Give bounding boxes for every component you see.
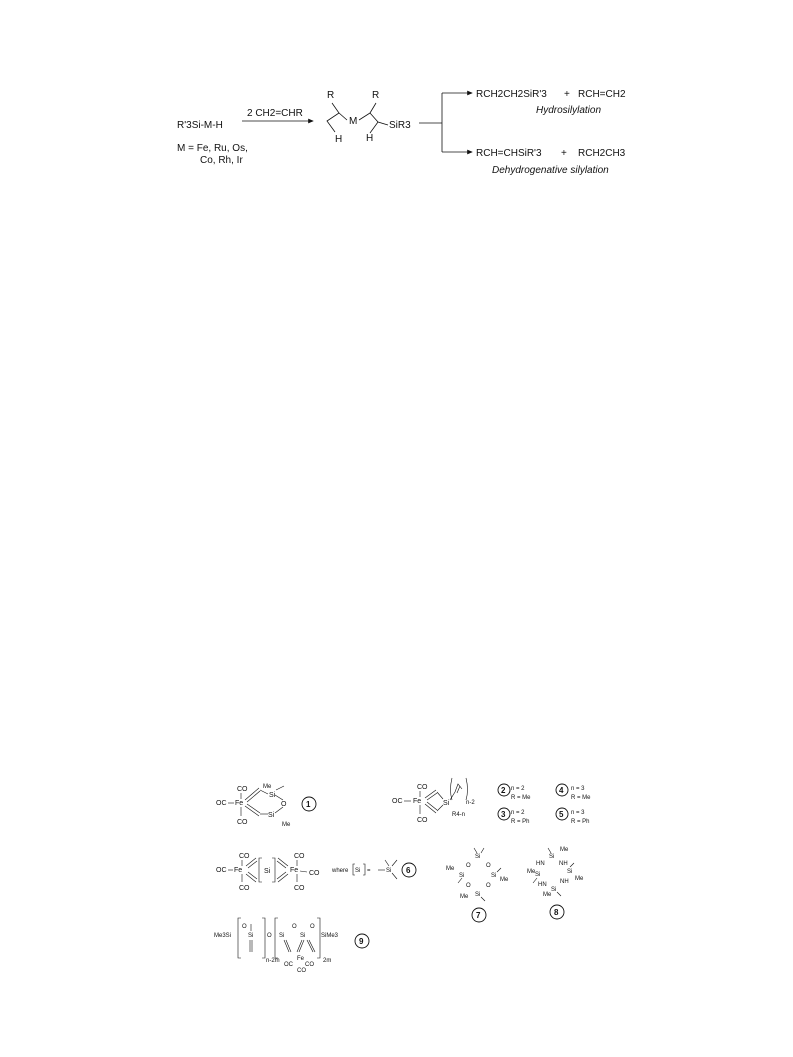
reaction-scheme: [177, 89, 626, 176]
svg-text:O: O: [267, 933, 272, 939]
svg-text:NH: NH: [560, 879, 569, 885]
svg-text:n = 2: n = 2: [511, 786, 525, 792]
structure-9: [214, 918, 369, 974]
svg-text:O: O: [292, 924, 297, 930]
dehydro-product1: RCH=CHSiR'3: [476, 148, 542, 159]
structure-6: [216, 853, 416, 892]
svg-text:O: O: [486, 883, 491, 889]
svg-text:HN: HN: [536, 861, 545, 867]
svg-text:CO: CO: [294, 885, 305, 892]
hydro-product1: RCH2CH2SiR'3: [476, 89, 547, 100]
svg-text:R = Ph: R = Ph: [511, 819, 530, 825]
svg-text:CO: CO: [237, 819, 248, 826]
intermediate-h2: H: [366, 133, 374, 144]
hydro-product2: RCH=CH2: [578, 89, 626, 100]
legend-2-5: [498, 784, 591, 825]
dehydro-label: Dehydrogenative silylation: [492, 165, 609, 176]
svg-text:O: O: [310, 924, 315, 930]
svg-text:O: O: [466, 883, 471, 889]
svg-text:Fe: Fe: [297, 956, 305, 962]
svg-text:n = 2: n = 2: [511, 810, 525, 816]
svg-text:n = 3: n = 3: [571, 786, 585, 792]
svg-text:Fe: Fe: [234, 867, 243, 874]
svg-text:OC: OC: [392, 798, 403, 805]
hydro-label: Hydrosilylation: [536, 105, 602, 116]
svg-text:Si: Si: [386, 868, 392, 874]
svg-text:Me: Me: [460, 894, 469, 900]
intermediate-structure: [327, 90, 411, 145]
svg-text:n-2: n-2: [466, 800, 475, 806]
svg-text:9: 9: [359, 937, 364, 946]
svg-text:=: =: [367, 868, 371, 874]
svg-text:n-2m: n-2m: [266, 958, 280, 964]
intermediate-m: M: [349, 116, 358, 127]
svg-text:Me: Me: [543, 892, 552, 898]
reagent-label: 2 CH2=CHR: [247, 108, 303, 119]
svg-text:Si: Si: [459, 873, 465, 879]
intermediate-bonds-right: [370, 103, 388, 125]
svg-text:CO: CO: [305, 962, 314, 968]
dehydro-plus: +: [561, 148, 567, 159]
svg-text:SiMe3: SiMe3: [321, 933, 339, 939]
svg-text:Me: Me: [263, 784, 272, 790]
svg-text:2m: 2m: [323, 958, 332, 964]
svg-text:CO: CO: [297, 968, 306, 974]
metals-line2: Co, Rh, Ir: [200, 155, 243, 166]
svg-text:Si: Si: [279, 933, 285, 939]
svg-text:Si: Si: [248, 933, 254, 939]
svg-text:Me: Me: [575, 876, 584, 882]
svg-text:R = Ph: R = Ph: [571, 819, 590, 825]
svg-text:CO: CO: [309, 870, 320, 877]
svg-text:2: 2: [501, 786, 506, 795]
svg-text:Me: Me: [500, 877, 509, 883]
svg-text:Si: Si: [268, 812, 275, 819]
hydro-plus: +: [564, 89, 570, 100]
svg-text:6: 6: [406, 866, 411, 875]
intermediate-r2: R: [372, 90, 380, 101]
svg-text:CO: CO: [237, 786, 248, 793]
svg-text:NH: NH: [559, 861, 568, 867]
structure-1: [216, 784, 316, 828]
svg-text:CO: CO: [417, 784, 428, 791]
svg-text:Fe: Fe: [235, 800, 244, 807]
reactant-label: R'3Si-M-H: [177, 120, 223, 131]
svg-text:CO: CO: [417, 817, 428, 824]
svg-text:O: O: [242, 924, 247, 930]
dehydro-product2: RCH2CH3: [578, 148, 626, 159]
svg-text:3: 3: [501, 810, 506, 819]
svg-text:Si: Si: [491, 873, 497, 879]
structure-2-5: [392, 778, 475, 824]
svg-text:Si: Si: [567, 869, 573, 875]
svg-text:OC: OC: [284, 962, 293, 968]
svg-text:CO: CO: [239, 853, 250, 860]
svg-text:Me3Si: Me3Si: [214, 933, 232, 939]
svg-text:R = Me: R = Me: [511, 795, 531, 801]
svg-text:Si: Si: [443, 800, 450, 807]
svg-text:Si: Si: [264, 868, 271, 875]
svg-text:HN: HN: [538, 882, 547, 888]
svg-text:7: 7: [476, 911, 481, 920]
svg-text:O: O: [281, 801, 287, 808]
svg-text:O: O: [486, 863, 491, 869]
svg-text:OC: OC: [216, 867, 227, 874]
svg-text:Me: Me: [527, 869, 536, 875]
intermediate-r1: R: [327, 90, 335, 101]
svg-text:Me: Me: [560, 847, 569, 853]
svg-text:where: where: [332, 868, 349, 874]
svg-text:Si: Si: [300, 933, 306, 939]
svg-text:8: 8: [554, 908, 559, 917]
intermediate-bonds-left: [327, 103, 339, 132]
svg-text:Me: Me: [282, 822, 291, 828]
svg-text:n = 3: n = 3: [571, 810, 585, 816]
svg-text:O: O: [466, 863, 471, 869]
svg-text:Fe: Fe: [413, 798, 422, 805]
intermediate-h1: H: [335, 134, 343, 145]
svg-text:Si: Si: [475, 854, 481, 860]
structure-7: [446, 848, 509, 922]
svg-text:CO: CO: [239, 885, 250, 892]
svg-text:Si: Si: [475, 892, 481, 898]
intermediate-sir3: SiR3: [389, 120, 411, 131]
svg-text:CO: CO: [294, 853, 305, 860]
svg-text:Si: Si: [551, 887, 557, 893]
svg-text:R = Me: R = Me: [571, 795, 591, 801]
svg-text:5: 5: [559, 810, 564, 819]
svg-text:Si: Si: [549, 854, 555, 860]
svg-text:Fe: Fe: [290, 867, 299, 874]
svg-text:OC: OC: [216, 800, 227, 807]
svg-text:Si: Si: [269, 792, 276, 799]
svg-text:Si: Si: [535, 872, 541, 878]
structure-8: [527, 847, 584, 919]
svg-text:1: 1: [306, 800, 311, 809]
svg-text:Me: Me: [446, 866, 455, 872]
svg-text:R4-n: R4-n: [452, 812, 466, 818]
metals-line1: M = Fe, Ru, Os,: [177, 143, 248, 154]
svg-text:Si: Si: [355, 868, 361, 874]
svg-text:4: 4: [559, 786, 564, 795]
